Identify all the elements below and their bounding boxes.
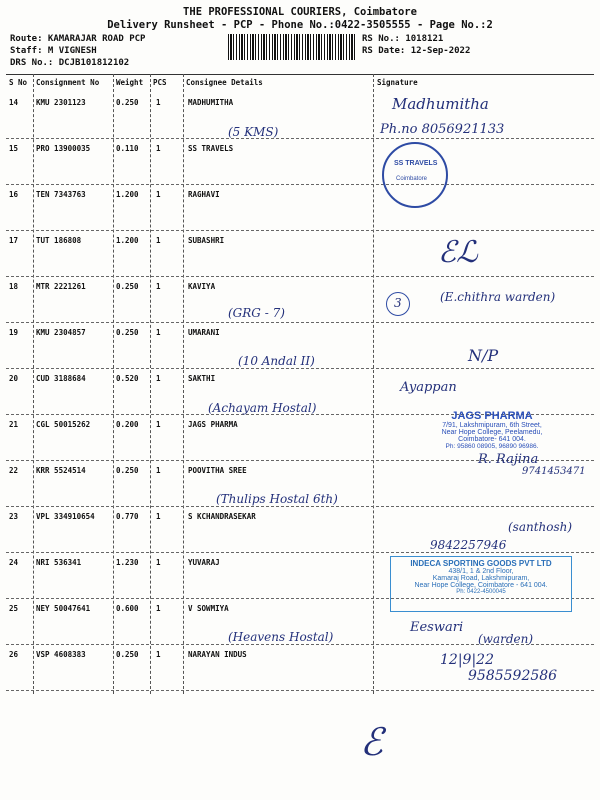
sno: 22: [9, 466, 19, 475]
signature-chithra: (E.chithra warden): [440, 290, 556, 304]
consignment-no: KMU 2304857: [36, 328, 86, 337]
stamp-line: Kamaraj Road, Lakshmipuram,: [432, 575, 530, 582]
consignment-no: PRO 13900035: [36, 144, 91, 153]
pcs: 1: [156, 236, 161, 245]
consignment-no: CUD 3188684: [36, 374, 86, 383]
table-row: [6, 230, 594, 277]
weight: 0.250: [116, 328, 139, 337]
consignee-name: SUBASHRI: [188, 236, 225, 245]
jags-pharma-stamp: [394, 408, 590, 458]
handwritten-note: (Thulips Hostal 6th): [216, 492, 338, 506]
pcs: 1: [156, 558, 161, 567]
handwritten-np: N/P: [468, 346, 499, 365]
barcode: [228, 34, 356, 60]
pcs: 1: [156, 282, 161, 291]
consignee-name: S KCHANDRASEKAR: [188, 512, 256, 521]
handwritten-phone: 9585592586: [468, 668, 558, 684]
consignee-name: SAKTHI: [188, 374, 216, 383]
stamp-title: INDECA SPORTING GOODS PVT LTD: [410, 559, 552, 568]
sno: 19: [9, 328, 19, 337]
weight: 1.230: [116, 558, 139, 567]
signature-scribble: ℰℒ: [438, 235, 478, 270]
drs-number: DRS No.: DCJB101812102: [10, 58, 130, 68]
sno: 14: [9, 98, 19, 107]
meta-right: [362, 33, 470, 57]
sno: 15: [9, 144, 19, 153]
weight: 0.250: [116, 466, 139, 475]
signature-rajina: R. Rajina: [478, 452, 539, 467]
consignment-no: NRI 536341: [36, 558, 82, 567]
sno: 26: [9, 650, 19, 659]
signature-scribble: ℰ: [360, 720, 384, 764]
consignment-no: CGL 50015262: [36, 420, 91, 429]
indeca-stamp: [390, 556, 572, 612]
table-row: [6, 92, 594, 139]
weight: 1.200: [116, 190, 139, 199]
header-sno: S No: [9, 78, 28, 87]
pcs: 1: [156, 190, 161, 199]
runsheet-title: Delivery Runsheet - PCP - Phone No.:0422-3505555 - Page No.:2: [107, 19, 493, 31]
pcs: 1: [156, 420, 161, 429]
sno: 17: [9, 236, 19, 245]
pcs: 1: [156, 466, 161, 475]
consignment-no: KRR 5524514: [36, 466, 86, 475]
consignee-name: MADHUMITHA: [188, 98, 234, 107]
consignee-name: JAGS PHARMA: [188, 420, 238, 429]
sno: 18: [9, 282, 19, 291]
ss-travels-stamp: [382, 142, 448, 208]
route: Route: KAMARAJAR ROAD PCP: [10, 34, 146, 44]
pcs: 1: [156, 144, 161, 153]
handwritten-phone: 9741453471: [522, 466, 586, 477]
stamp-bottom-text: Coimbatore: [396, 176, 428, 182]
pcs: 1: [156, 512, 161, 521]
stamp-line: Near Hope College, Coimbatore - 641 004.: [414, 582, 548, 589]
consignee-name: RAGHAVI: [188, 190, 220, 199]
consignment-no: MTR 2221261: [36, 282, 86, 291]
sno: 24: [9, 558, 19, 567]
consignee-name: SS TRAVELS: [188, 144, 234, 153]
table-row: [6, 138, 594, 185]
header-signature: Signature: [377, 78, 418, 87]
handwritten-note: (warden): [478, 632, 534, 646]
staff: Staff: M VIGNESH: [10, 46, 97, 56]
signature-ayappan: Ayappan: [400, 380, 457, 395]
stamp-line: Ph: 0422-4500045: [456, 589, 506, 595]
circled-number: [386, 292, 410, 316]
sno: 25: [9, 604, 19, 613]
handwritten-note: (5 KMS): [228, 125, 279, 139]
sno: 23: [9, 512, 19, 521]
pcs: 1: [156, 374, 161, 383]
circled-number-text: 3: [394, 296, 402, 310]
stamp-title: JAGS PHARMA: [451, 410, 533, 422]
consignee-name: KAVIYA: [188, 282, 216, 291]
consignment-no: TEN 7343763: [36, 190, 86, 199]
consignee-name: NARAYAN INDUS: [188, 650, 247, 659]
stamp-line: 7/91, Lakshmipuram, 6th Street,: [442, 422, 542, 429]
handwritten-note: (GRG - 7): [228, 306, 285, 320]
stamp-line: Ph: 95860 08905, 96890 96986.: [445, 443, 539, 450]
handwritten-note: (Achayam Hostal): [208, 401, 317, 415]
header-consignee: Consignee Details: [186, 78, 263, 87]
consignment-no: KMU 2301123: [36, 98, 86, 107]
consignee-name: POOVITHA SREE: [188, 466, 247, 475]
company-name: THE PROFESSIONAL COURIERS, Coimbatore: [183, 6, 417, 18]
weight: 0.520: [116, 374, 139, 383]
pcs: 1: [156, 98, 161, 107]
rs-number: RS No.: 1018121: [362, 34, 444, 44]
pcs: 1: [156, 650, 161, 659]
meta-left: [10, 33, 145, 69]
weight: 0.250: [116, 650, 139, 659]
report-header: [0, 6, 600, 32]
handwritten-note: (Heavens Hostal): [228, 630, 334, 644]
stamp-line: Near Hope College, Peelamedu,: [441, 429, 543, 436]
table-row: [6, 184, 594, 231]
stamp-line: Coimbatore- 641 004.: [458, 436, 526, 443]
header-weight: Weight: [116, 78, 144, 87]
signature-eeswari: Eeswari: [410, 620, 464, 635]
consignment-no: TUT 186808: [36, 236, 82, 245]
consignee-name: UMARANI: [188, 328, 220, 337]
sno: 21: [9, 420, 19, 429]
weight: 0.600: [116, 604, 139, 613]
sno: 16: [9, 190, 19, 199]
consignment-no: NEY 50047641: [36, 604, 91, 613]
consignment-no: VSP 4608383: [36, 650, 86, 659]
stamp-line: 438/1, 1 & 2nd Floor,: [448, 568, 514, 575]
handwritten-date: 12|9|22: [440, 652, 494, 668]
weight: 0.110: [116, 144, 139, 153]
header-pcs: PCS: [153, 78, 167, 87]
signature-madhumitha: Madhumitha: [392, 95, 489, 113]
handwritten-note: (santhosh): [508, 520, 573, 534]
handwritten-phone: 9842257946: [430, 538, 507, 552]
handwritten-note: (10 Andal II): [238, 354, 315, 368]
consignee-name: V SOWMIYA: [188, 604, 229, 613]
consignment-no: VPL 334910654: [36, 512, 95, 521]
weight: 0.250: [116, 98, 139, 107]
weight: 0.770: [116, 512, 139, 521]
pcs: 1: [156, 604, 161, 613]
stamp-top-text: SS TRAVELS: [394, 160, 438, 167]
header-consignment: Consignment No: [36, 78, 100, 87]
weight: 0.250: [116, 282, 139, 291]
pcs: 1: [156, 328, 161, 337]
handwritten-phone: Ph.no 8056921133: [380, 122, 505, 137]
weight: 1.200: [116, 236, 139, 245]
rs-date: RS Date: 12-Sep-2022: [362, 46, 471, 56]
sno: 20: [9, 374, 19, 383]
weight: 0.200: [116, 420, 139, 429]
consignee-name: YUVARAJ: [188, 558, 220, 567]
